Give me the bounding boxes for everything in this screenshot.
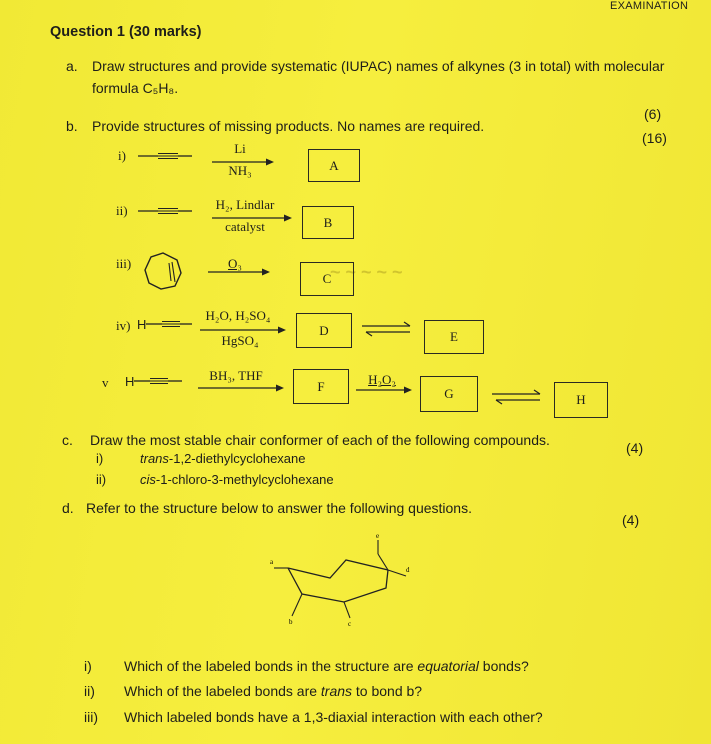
question-title: Question 1 (30 marks) bbox=[50, 24, 202, 40]
part-d-q1-num: i) bbox=[84, 658, 92, 674]
part-b-marks: (16) bbox=[642, 130, 667, 146]
reaction-i-number: i) bbox=[118, 148, 126, 163]
reaction-iv-reagent-bottom: HgSO₄ bbox=[221, 333, 259, 348]
chair-conformation-diagram bbox=[268, 532, 428, 632]
part-d-q2: Which of the labeled bonds are trans to bond b? bbox=[124, 683, 423, 699]
reaction-ii-reagent-bottom: catalyst bbox=[225, 219, 265, 234]
part-d-q3: Which labeled bonds have a 1,3-diaxial interaction with each other? bbox=[124, 709, 543, 725]
part-d-q3-num: iii) bbox=[84, 709, 98, 725]
alkyne-structure-ii bbox=[138, 205, 198, 217]
part-d-q1: Which of the labeled bonds in the structure are equatorial bonds? bbox=[124, 658, 529, 674]
part-d-marks: (4) bbox=[622, 512, 640, 528]
bond-label-a: a bbox=[270, 558, 274, 566]
part-a-line1: Draw structures and provide systematic (IUPAC) names of alkynes (3 in total) with molecular bbox=[92, 58, 665, 74]
product-box-f: F bbox=[293, 369, 349, 404]
part-c-item-ii: cis-1-chloro-3-methylcyclohexane bbox=[140, 472, 334, 487]
part-a-marks: (6) bbox=[644, 106, 662, 122]
product-box-d: D bbox=[296, 313, 352, 348]
reaction-ii-number: ii) bbox=[116, 203, 128, 218]
part-d-letter: d. bbox=[62, 500, 74, 516]
reaction-v-start-h: H bbox=[125, 374, 135, 389]
reaction-v-reagent-2: H₂O₂ bbox=[368, 372, 396, 387]
bond-label-c: c bbox=[348, 620, 352, 628]
reaction-iii-number: iii) bbox=[116, 256, 132, 271]
bond-label-d: d bbox=[406, 566, 410, 574]
exam-header: EXAMINATION bbox=[610, 0, 689, 12]
bleed-through: ~ ~ ~ ~ ~ bbox=[330, 262, 403, 282]
part-c-item-ii-num: ii) bbox=[96, 472, 107, 487]
alkyne-structure-i bbox=[138, 150, 198, 162]
product-box-b: B bbox=[302, 206, 354, 239]
reaction-iii-arrow bbox=[208, 268, 270, 276]
product-box-c: C bbox=[300, 262, 354, 296]
part-d-q2-num: ii) bbox=[84, 683, 95, 699]
equilibrium-arrow-iv bbox=[362, 322, 414, 336]
product-box-e: E bbox=[424, 320, 484, 354]
reaction-v-arrow bbox=[198, 384, 284, 392]
terminal-alkyne-iv bbox=[146, 318, 196, 330]
reaction-v-reagent: BH₃, THF bbox=[209, 368, 263, 383]
cyclooctyne-structure bbox=[143, 251, 183, 291]
product-box-h: H bbox=[554, 382, 608, 418]
reaction-v-number: v bbox=[102, 375, 109, 390]
part-c-marks: (4) bbox=[626, 440, 644, 456]
reaction-v-arrow-2 bbox=[356, 386, 412, 394]
reaction-iv-start-h: H bbox=[137, 317, 147, 332]
part-c-text: Draw the most stable chair conformer of each of the following compounds. bbox=[90, 432, 550, 448]
reaction-iv-reagent-top: H₂O, H₂SO₄ bbox=[205, 308, 271, 323]
part-c-item-i: trans-1,2-diethylcyclohexane bbox=[140, 451, 306, 466]
part-c-letter: c. bbox=[62, 432, 73, 448]
equilibrium-arrow-v bbox=[492, 390, 544, 404]
part-a-line2: formula C₅H₈. bbox=[92, 80, 179, 96]
reaction-ii-reagent-top: H₂, Lindlar bbox=[215, 197, 275, 212]
product-box-g: G bbox=[420, 376, 478, 412]
part-d-text: Refer to the structure below to answer the following questions. bbox=[86, 500, 472, 516]
terminal-alkyne-v bbox=[134, 375, 186, 387]
bond-label-b: b bbox=[289, 618, 293, 626]
reaction-iv-number: iv) bbox=[116, 318, 131, 333]
part-b-letter: b. bbox=[66, 118, 78, 134]
part-b-text: Provide structures of missing products. No names are required. bbox=[92, 118, 485, 134]
reaction-iii-reagent: O₃ bbox=[228, 256, 242, 271]
part-c-item-i-num: i) bbox=[96, 451, 104, 466]
bond-label-e: e bbox=[376, 532, 380, 540]
product-box-a: A bbox=[308, 149, 360, 182]
part-a-letter: a. bbox=[66, 58, 78, 74]
reaction-i-reagent-top: Li bbox=[234, 141, 246, 156]
reaction-i-reagent-bottom: NH₃ bbox=[228, 163, 252, 178]
